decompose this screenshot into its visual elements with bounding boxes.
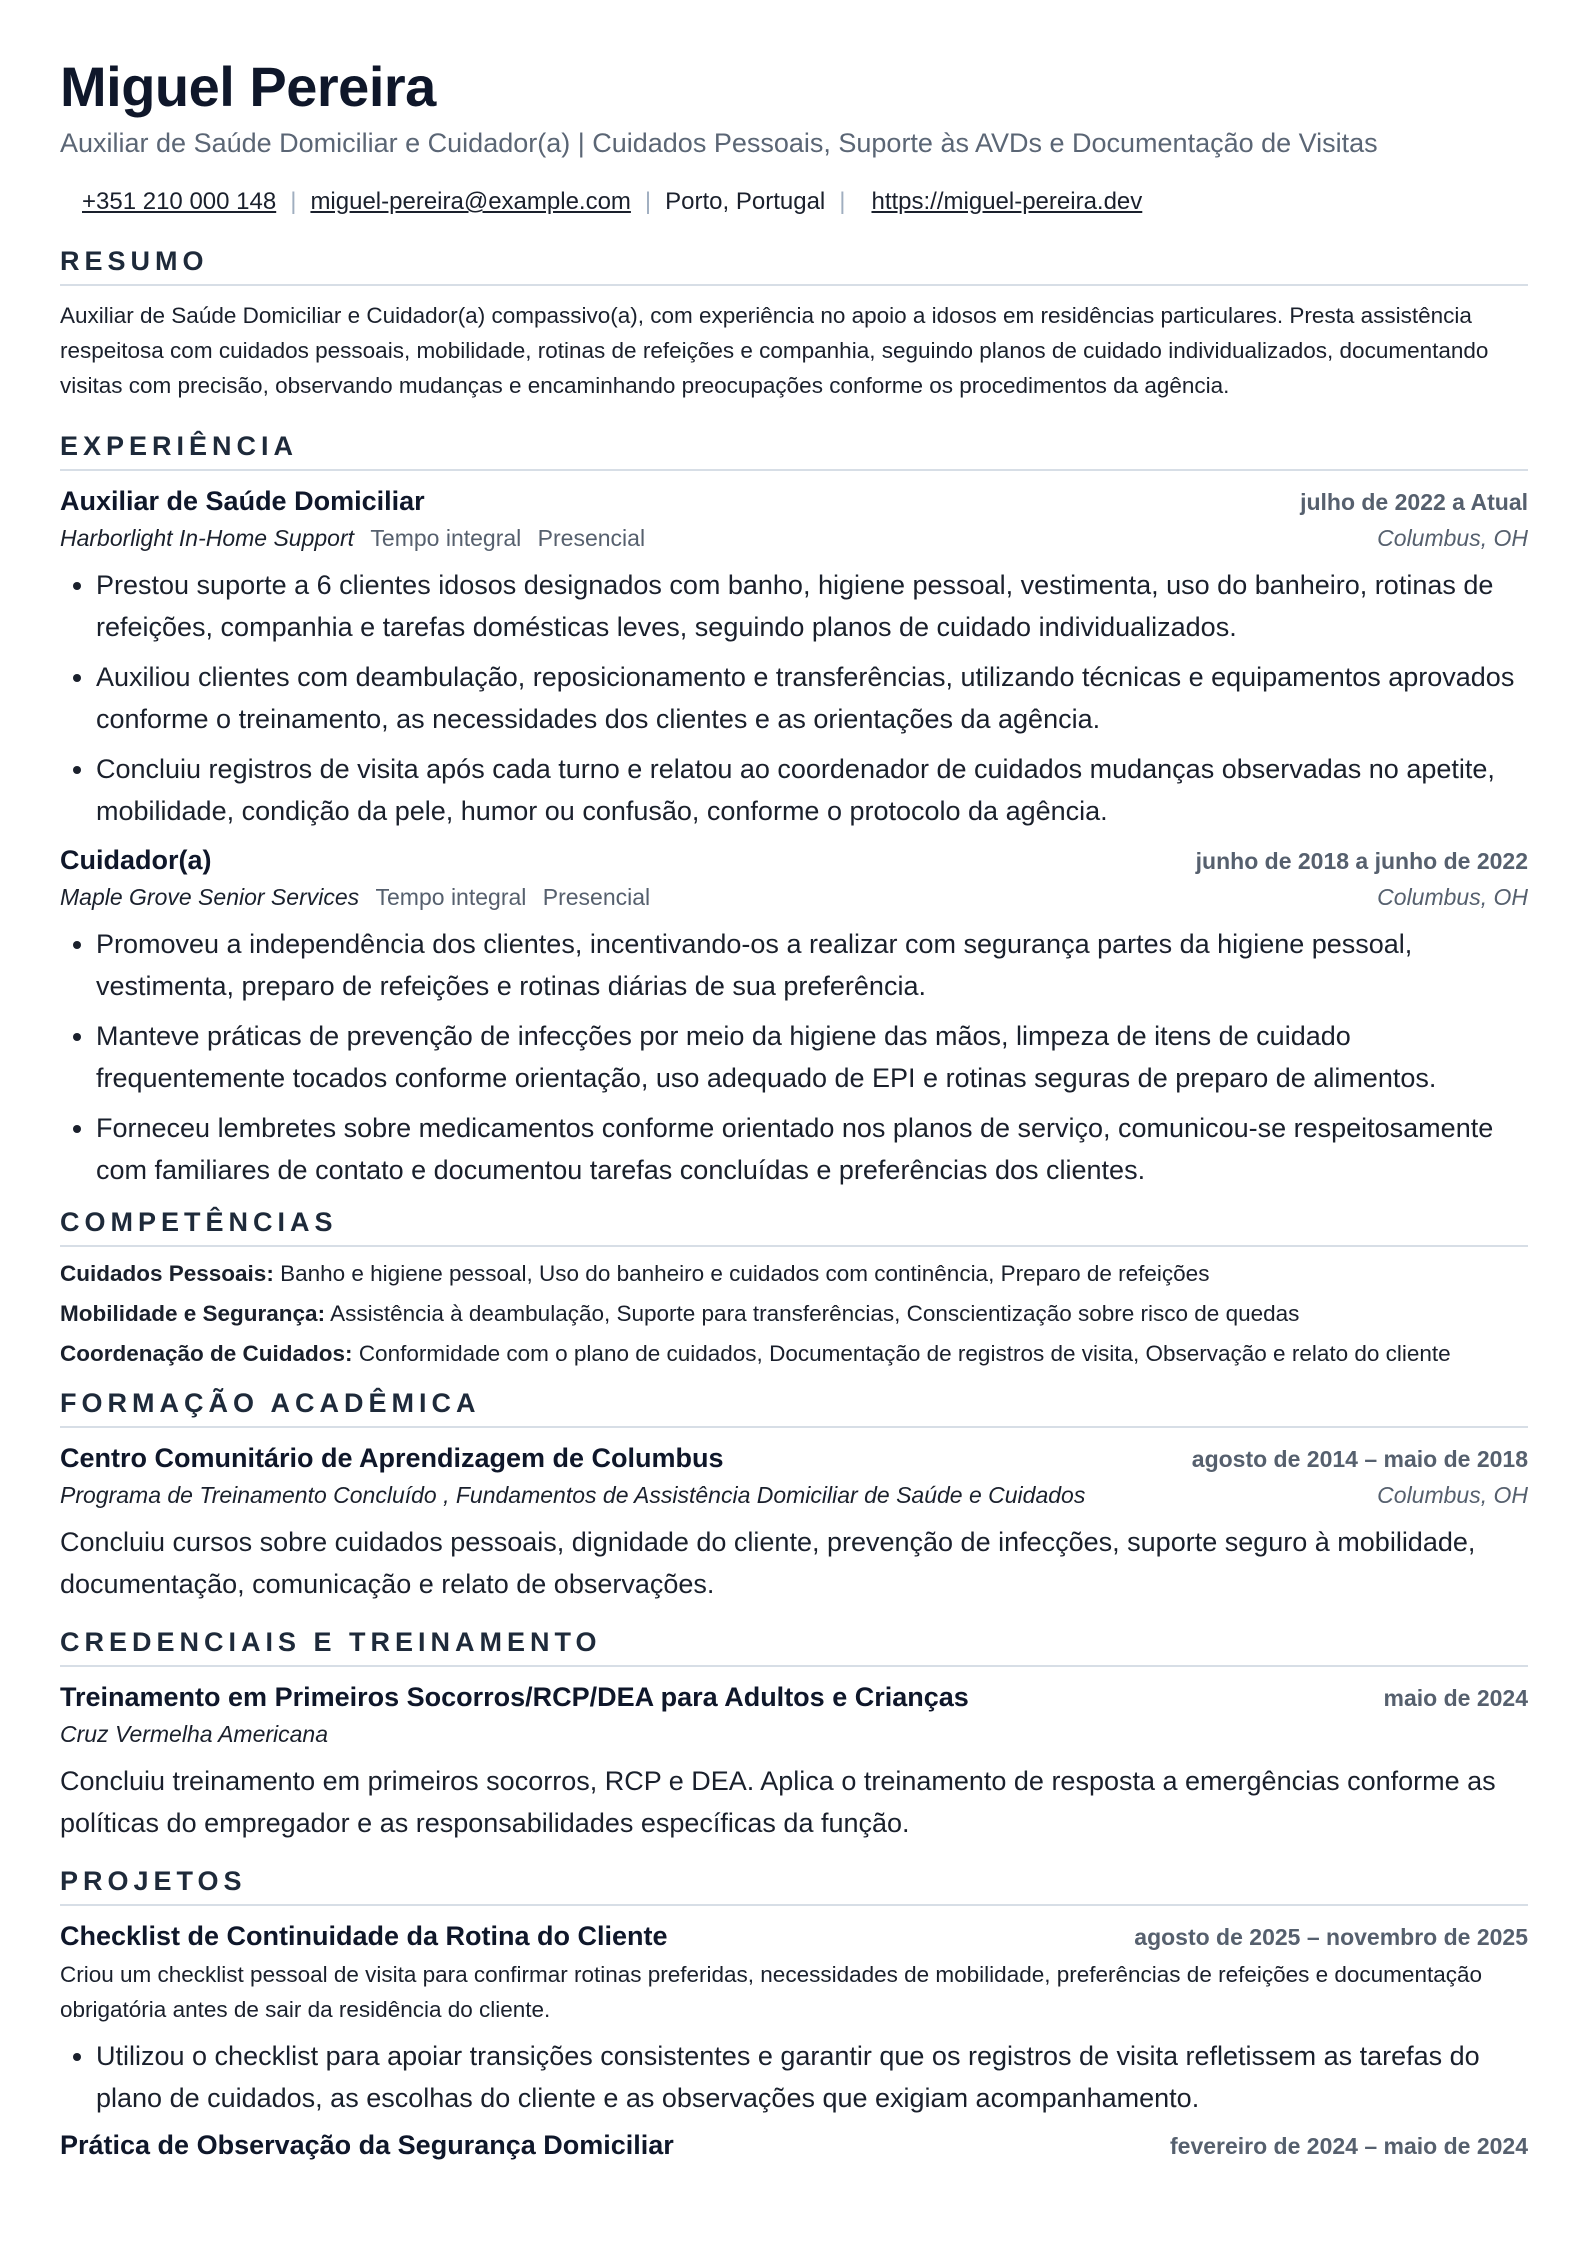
credential-title: Treinamento em Primeiros Socorros/RCP/DEA para Adultos e Crianças [60,1682,969,1712]
skill-values: Conformidade com o plano de cuidados, Documentação de registros de visita, Observação e relato do cliente [358,1341,1451,1366]
project-entry [60,2127,1528,2164]
skill-line [60,1259,1528,1288]
email-link[interactable]: miguel-pereira@example.com [310,188,631,215]
section-title-experience: EXPERIÊNCIA [60,429,1528,471]
work-mode: Presencial [537,525,646,551]
project-title: Prática de Observação da Segurança Domiciliar [60,2130,674,2160]
skill-values: Banho e higiene pessoal, Uso do banheiro e cuidados com continência, Preparo de refeições [280,1261,1210,1286]
project-entry [60,1918,1528,2119]
bullet-item: • Promoveu a independência dos clientes, incentivando-os a realizar com segurança partes da higiene pessoal, vestimenta, preparo de refeições e rotinas diárias de sua preferência. [96,923,1528,1007]
job-title: Auxiliar de Saúde Domiciliar [60,486,425,516]
separator: | [644,188,652,215]
contact-bar [60,186,1528,218]
phone-link[interactable]: +351 210 000 148 [82,188,277,215]
credentials-section [60,1625,1528,1844]
candidate-name: Miguel Pereira [60,55,436,118]
projects-section [60,1864,1528,2164]
job-title: Cuidador(a) [60,845,212,875]
project-description: Criou um checklist pessoal de visita para confirmar rotinas preferidas, necessidades de mobilidade, preferências de refeições e documentação obrigatória antes de sair da residência do cliente. [60,1962,1482,2022]
employment-type: Tempo integral [375,884,527,910]
job-location: Columbus, OH [1377,884,1528,910]
employment-type: Tempo integral [370,525,522,551]
education-location: Columbus, OH [1377,1482,1528,1508]
job-date: julho de 2022 a Atual [1300,489,1528,515]
job-bullets [60,564,1528,832]
job-bullets [60,923,1528,1191]
work-mode: Presencial [542,884,651,910]
summary-text: Auxiliar de Saúde Domiciliar e Cuidador(a) compassivo(a), com experiência no apoio a idosos em residências particulares. Presta assistência respeitosa com cuidados pessoais, mobilidade, rotinas de refeições e companhia, seguindo planos de cuidado individualizados, documentando visitas com precisão, observando mudanças e encaminhando preocupações conforme os procedimentos da agência. [60,303,1489,398]
education-description: Concluiu cursos sobre cuidados pessoais, dignidade do cliente, prevenção de infecções, suporte seguro à mobilidade, documentação, comunicação e relato de observações. [60,1527,1476,1599]
employer: Harborlight In-Home Support [60,525,355,551]
skill-line [60,1339,1528,1368]
section-title-skills: COMPETÊNCIAS [60,1205,1528,1247]
skill-category: Cuidados Pessoais: [60,1261,274,1286]
project-date: fevereiro de 2024 – maio de 2024 [1170,2133,1528,2159]
job-location: Columbus, OH [1377,525,1528,551]
bullet-item: • Auxiliou clientes com deambulação, reposicionamento e transferências, utilizando técnicas e equipamentos aprovados conforme o treinamento, as necessidades dos clientes e as orientações da agência. [96,656,1528,740]
program-name: Programa de Treinamento Concluído , Fundamentos de Assistência Domiciliar de Saúde e Cuidados [60,1482,1086,1508]
skill-category: Mobilidade e Segurança: [60,1301,326,1326]
school-name: Centro Comunitário de Aprendizagem de Columbus [60,1443,724,1473]
summary-section [60,244,1528,403]
credential-date: maio de 2024 [1383,1685,1528,1711]
experience-entry [60,483,1528,832]
bullet-item: • Utilizou o checklist para apoiar transições consistentes e garantir que os registros de visita refletissem as tarefas do plano de cuidados, as escolhas do cliente e as observações que exigiam acompanhamento. [96,2035,1528,2119]
project-bullets [60,2035,1528,2119]
section-title-summary: RESUMO [60,244,1528,286]
location-text: Porto, Portugal [665,188,826,215]
skill-line [60,1299,1528,1328]
education-section [60,1386,1528,1605]
job-date: junho de 2018 a junho de 2022 [1195,848,1528,874]
experience-section [60,429,1528,1191]
section-title-education: FORMAÇÃO ACADÊMICA [60,1386,1528,1428]
skill-values: Assistência à deambulação, Suporte para transferências, Conscientização sobre risco de quedas [330,1301,1300,1326]
education-date: agosto de 2014 – maio de 2018 [1191,1446,1528,1472]
website-link[interactable]: https://miguel-pereira.dev [871,188,1143,215]
bullet-item: • Prestou suporte a 6 clientes idosos designados com banho, higiene pessoal, vestimenta, uso do banheiro, rotinas de refeições, companhia e tarefas domésticas leves, seguindo planos de cuidado individualizados. [96,564,1528,648]
separator: | [290,188,297,215]
section-title-projects: PROJETOS [60,1864,1528,1906]
bullet-item: • Concluiu registros de visita após cada turno e relatou ao coordenador de cuidados mudanças observadas no apetite, mobilidade, condição da pele, humor ou confusão, conforme o protocolo da agência. [96,748,1528,832]
section-title-credentials: CREDENCIAIS E TREINAMENTO [60,1625,1528,1667]
project-date: agosto de 2025 – novembro de 2025 [1134,1924,1528,1950]
credential-issuer: Cruz Vermelha Americana [60,1721,329,1747]
employer: Maple Grove Senior Services [60,884,360,910]
separator: | [839,188,846,215]
project-title: Checklist de Continuidade da Rotina do Cliente [60,1921,668,1951]
bullet-item: • Manteve práticas de prevenção de infecções por meio da higiene das mãos, limpeza de itens de cuidado frequentemente tocados conforme orientação, uso adequado de EPI e rotinas seguras de preparo de alimentos. [96,1015,1528,1099]
headline: Auxiliar de Saúde Domiciliar e Cuidador(a) | Cuidados Pessoais, Suporte às AVDs e Documentação de Visitas [60,128,1378,158]
skills-section [60,1205,1528,1368]
credential-description: Concluiu treinamento em primeiros socorros, RCP e DEA. Aplica o treinamento de resposta a emergências conforme as políticas do empregador e as responsabilidades específicas da função. [60,1766,1496,1838]
skill-category: Coordenação de Cuidados: [60,1341,353,1366]
experience-entry [60,842,1528,1191]
bullet-item: • Forneceu lembretes sobre medicamentos conforme orientado nos planos de serviço, comunicou-se respeitosamente com familiares de contato e documentou tarefas concluídas e preferências dos clientes. [96,1107,1528,1191]
